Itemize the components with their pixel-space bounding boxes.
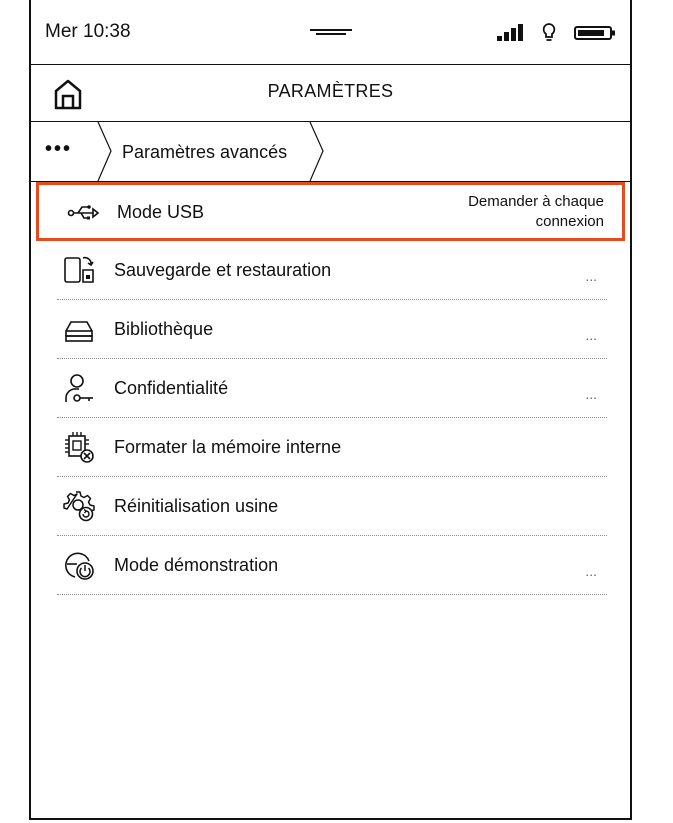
format-memory-icon <box>63 431 95 463</box>
list-item-demo-mode[interactable] <box>57 536 607 595</box>
battery-icon <box>574 26 616 40</box>
breadcrumb <box>31 122 630 182</box>
header-bar <box>31 64 630 122</box>
list-item-value: ... <box>585 327 597 343</box>
list-item-label: Confidentialité <box>114 378 229 398</box>
list-item-value: ... <box>585 386 597 402</box>
status-bar <box>31 0 630 64</box>
list-item-value: ... <box>585 563 597 579</box>
drag-handle-icon[interactable] <box>310 29 352 34</box>
list-item-format-memory[interactable] <box>57 418 607 477</box>
list-item-label: Sauvegarde et restauration <box>114 260 332 280</box>
list-item-label: Bibliothèque <box>114 319 214 339</box>
chevron-right-icon <box>95 122 115 181</box>
chevron-right-icon <box>307 122 327 181</box>
status-time: Mer 10:38 <box>45 21 131 42</box>
more-icon: ••• <box>45 138 73 160</box>
list-item-mode-usb[interactable] <box>36 182 625 241</box>
list-item-library[interactable] <box>57 300 607 359</box>
list-item-privacy[interactable] <box>57 359 607 418</box>
device-screen <box>29 0 632 820</box>
list-item-value: ... <box>585 268 597 284</box>
factory-reset-icon <box>63 490 95 522</box>
privacy-icon <box>63 372 95 404</box>
backup-restore-icon <box>63 254 95 286</box>
frontlight-icon[interactable] <box>541 22 557 42</box>
page-title: PARAMÈTRES <box>267 81 394 101</box>
list-item-label: Formater la mémoire interne <box>114 437 342 457</box>
breadcrumb-current[interactable]: Paramètres avancés <box>122 142 288 162</box>
list-item-label: Réinitialisation usine <box>114 496 279 516</box>
list-item-factory-reset[interactable] <box>57 477 607 536</box>
list-item-value: Demander à chaque connexion <box>468 193 604 230</box>
breadcrumb-more-button[interactable] <box>31 122 99 181</box>
list-item-label: Mode USB <box>117 202 205 222</box>
demo-mode-icon <box>63 549 95 581</box>
usb-icon <box>67 197 99 229</box>
library-icon <box>63 313 95 345</box>
signal-icon <box>497 23 529 41</box>
list-item-backup-restore[interactable] <box>57 241 607 300</box>
list-item-label: Mode démonstration <box>114 555 279 575</box>
